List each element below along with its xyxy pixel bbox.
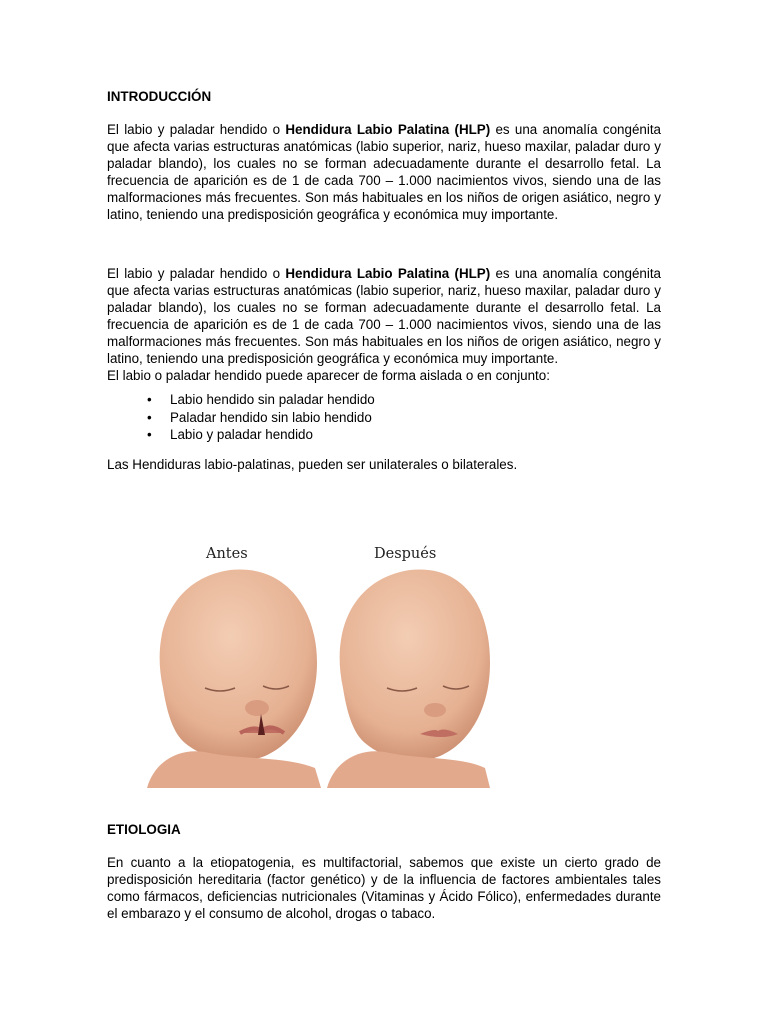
intro-paragraph-2 [107,265,661,367]
list-item [147,409,661,427]
intro-heading: INTRODUCCIÓN [107,89,212,104]
intro-p2-bold-term: Hendidura Labio Palatina (HLP) [285,266,491,281]
before-label: Antes [206,546,248,562]
etiologia-heading: ETIOLOGIA [107,822,181,837]
list-item-label: Labio hendido sin paladar hendido [170,392,375,407]
intro-paragraph-1 [107,121,661,223]
bullet-icon: • [147,392,152,407]
intro-paragraph-3: El labio o paladar hendido puede aparecer de forma aislada o en conjunto: [107,368,550,383]
cleft-types-list [107,391,661,444]
before-nose [245,700,269,716]
intro-p1-text-start: El labio y paladar hendido o [107,122,286,137]
intro-p2-text-start: El labio y paladar hendido o [107,266,286,281]
before-infant-head [147,569,321,788]
before-after-figure [145,538,490,788]
list-item-label: Labio y paladar hendido [170,427,313,442]
intro-paragraph-4: Las Hendiduras labio-palatinas, pueden ser unilaterales o bilaterales. [107,456,518,472]
after-label: Después [374,546,437,562]
etiologia-section [107,821,661,922]
infant-faces-illustration [145,538,490,788]
list-item [147,426,661,444]
etiologia-paragraph: En cuanto a la etiopatogenia, es multifactorial, sabemos que existe un cierto grado de predisposición hereditaria (factor genético) y de la influencia de factores ambientales tales como fármacos, deficiencias nutricionales (Vitaminas y Ácido Fólico), enfermedades durante el embarazo y el consumo de alcohol, drogas o tabaco. [107,855,661,921]
document-body [107,88,661,473]
list-item-label: Paladar hendido sin labio hendido [170,409,372,425]
after-infant-head [327,569,490,788]
bullet-icon: • [147,427,152,442]
intro-p1-text-end: es una anomalía congénita que afecta varias estructuras anatómicas (labio superior, nariz, hueso maxilar, paladar duro y paladar blando), los cuales no se forman adecuadamente durante el desarrollo fetal. La frecuencia de aparición es de 1 de cada 700 – 1.000 nacimientos vivos, siendo una de las malformaciones más frecuentes. Son más habituales en los niños de origen asiático, negro y latino, teniendo una predisposición geográfica y económica muy importante. [107,122,661,222]
intro-p2-text-end: es una anomalía congénita que afecta varias estructuras anatómicas (labio superior, nariz, hueso maxilar, paladar duro y paladar blando), los cuales no se forman adecuadamente durante el desarrollo fetal. La frecuencia de aparición es de 1 de cada 700 – 1.000 nacimientos vivos, siendo una de las malformaciones más frecuentes. Son más habituales en los niños de origen asiático, negro y latino, teniendo una predisposición geográfica y económica muy importante. [107,266,661,366]
list-item [147,391,661,409]
intro-p1-bold-term: Hendidura Labio Palatina (HLP) [285,122,491,137]
after-nose [424,703,446,717]
bullet-icon: • [147,409,152,425]
